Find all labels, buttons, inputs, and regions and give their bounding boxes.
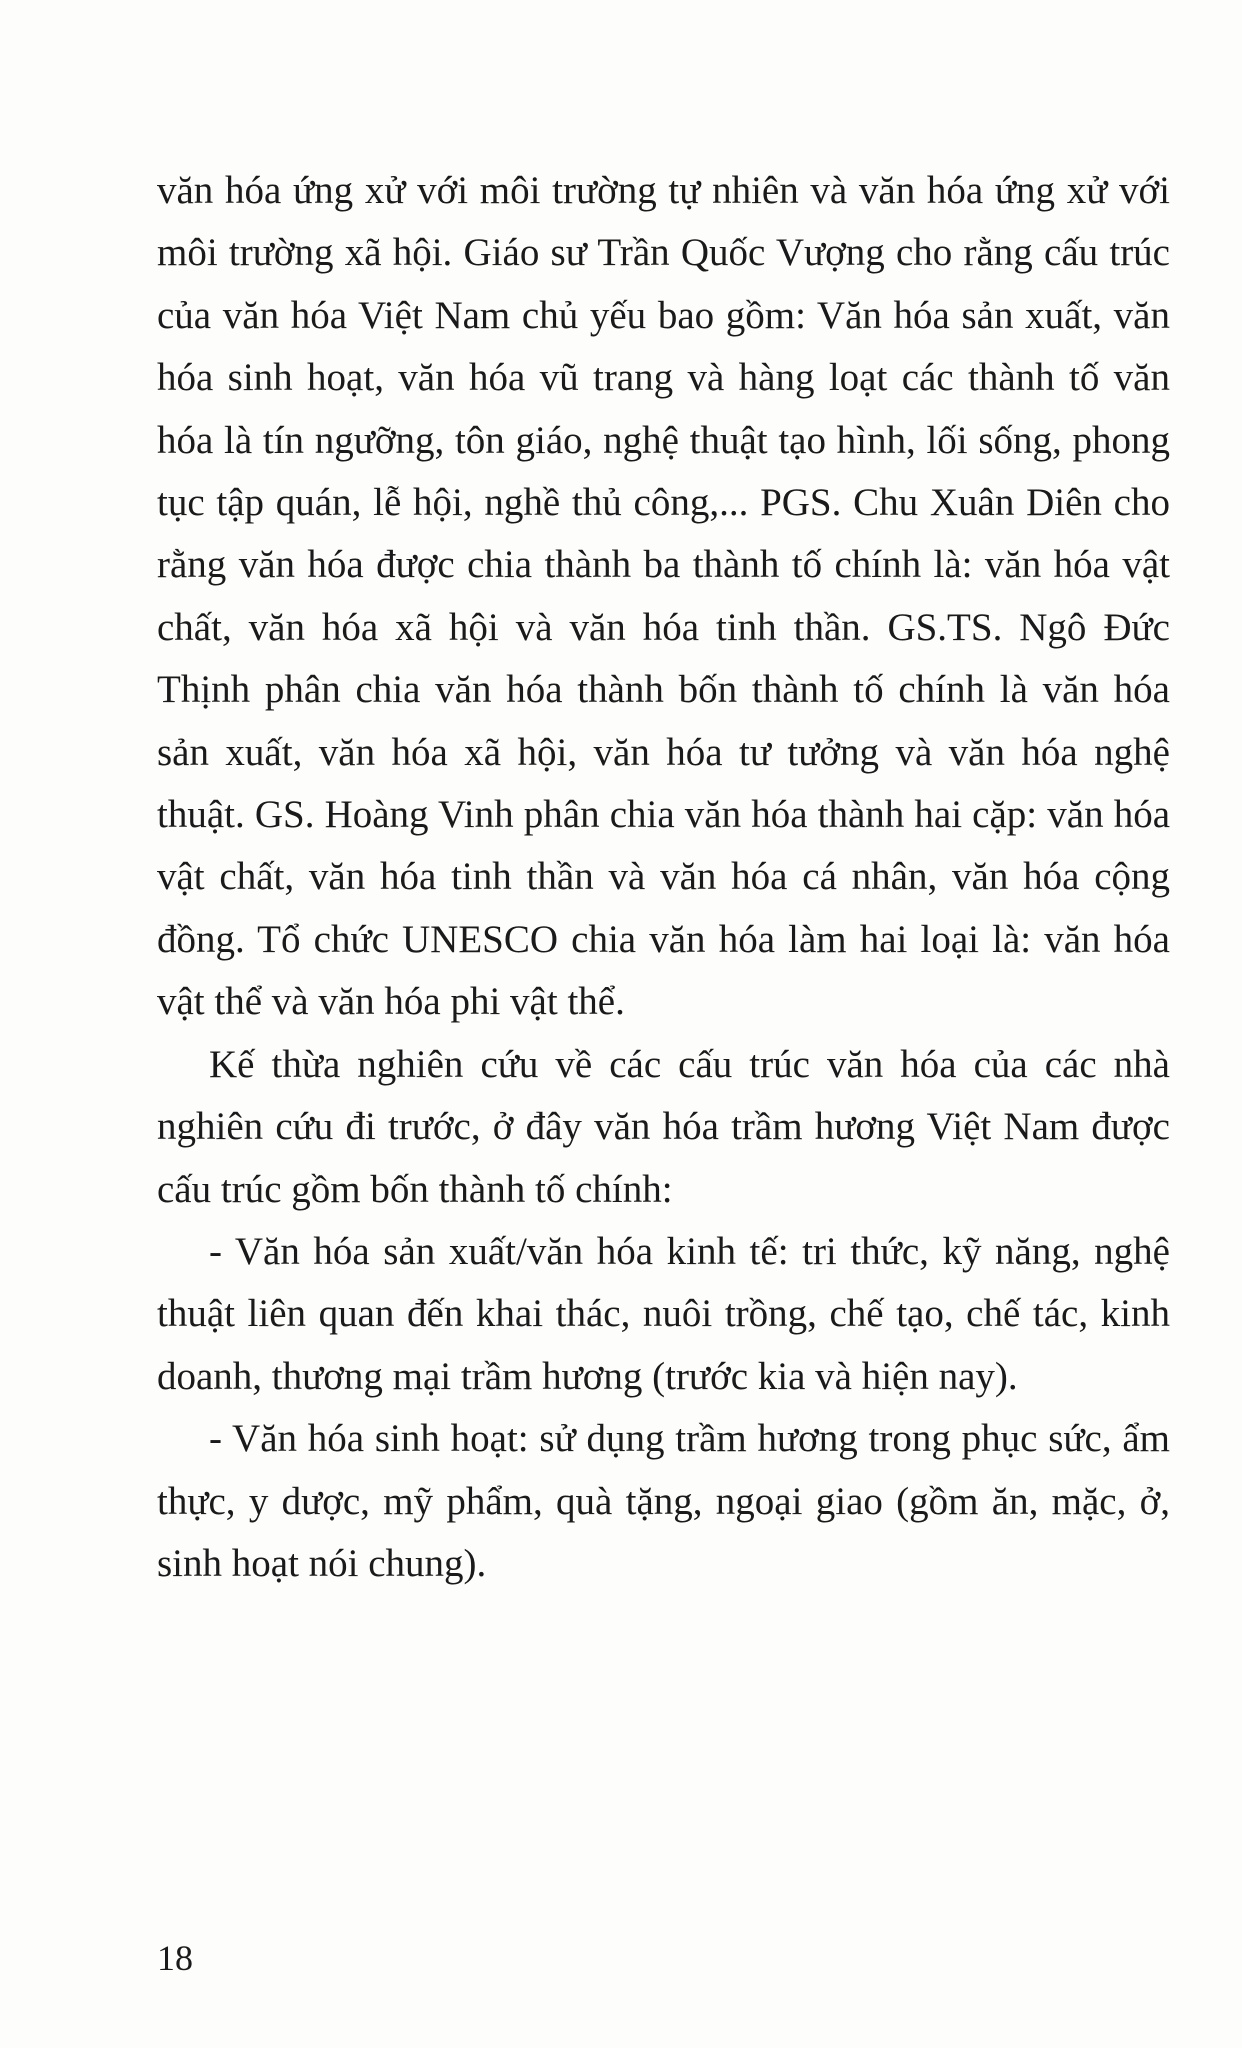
paragraph-culture-structures: văn hóa ứng xử với môi trường tự nhiên và văn hóa ứng xử với môi trường xã hội. Giáo sư Trần Quốc Vượng cho rằng cấu trúc của văn hóa Việt Nam chủ yếu bao gồm: Văn hóa sản xuất, văn hóa sinh hoạt, văn hóa vũ trang và hàng loạt các thành tố văn hóa là tín ngưỡng, tôn giáo, nghệ thuật tạo hình, lối sống, phong tục tập quán, lễ hội, nghề thủ công,... PGS. Chu Xuân Diên cho rằng văn hóa được chia thành ba thành tố chính là: văn hóa vật chất, văn hóa xã hội và văn hóa tinh thần. GS.TS. Ngô Đức Thịnh phân chia văn hóa thành bốn thành tố chính là văn hóa sản xuất, văn hóa xã hội, văn hóa tư tưởng và văn hóa nghệ thuật. GS. Hoàng Vinh phân chia văn hóa thành hai cặp: văn hóa vật chất, văn hóa tinh thần và văn hóa cá nhân, văn hóa cộng đồng. Tổ chức UNESCO chia văn hóa làm hai loại là: văn hóa vật thể và văn hóa phi vật thể. — [157, 169, 1170, 1024]
paragraph-production-culture: - Văn hóa sản xuất/văn hóa kinh tế: tri thức, kỹ năng, nghệ thuật liên quan đến khai thác, nuôi trồng, chế tạo, chế tác, kinh doanh, thương mại trầm hương (trước kia và hiện nay). — [157, 1229, 1170, 1398]
page-number: 18 — [157, 1938, 193, 1978]
paragraph-inheritance: Kế thừa nghiên cứu về các cấu trúc văn hóa của các nhà nghiên cứu đi trước, ở đây văn hóa trầm hương Việt Nam được cấu trúc gồm bốn thành tố chính: — [157, 1042, 1170, 1211]
paragraph-living-culture: - Văn hóa sinh hoạt: sử dụng trầm hương trong phục sức, ẩm thực, y dược, mỹ phẩm, quà tặng, ngoại giao (gồm ăn, mặc, ở, sinh hoạt nói chung). — [157, 1417, 1170, 1585]
body-text — [157, 160, 1170, 1595]
